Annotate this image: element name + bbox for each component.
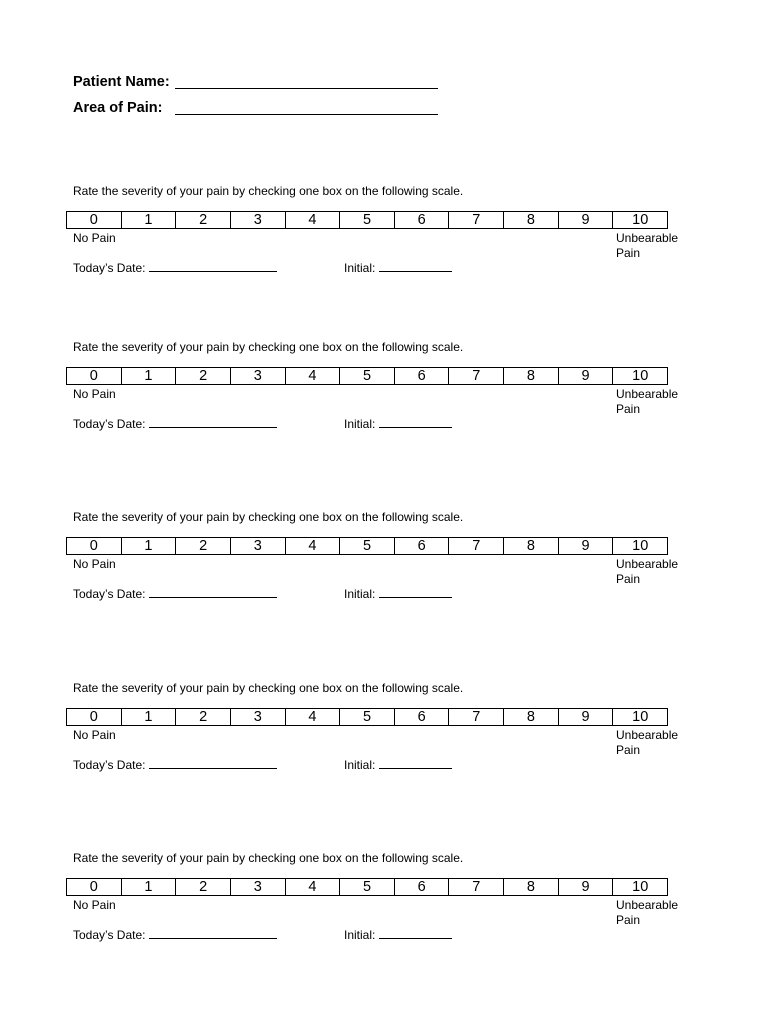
initial-label: Initial:: [344, 587, 376, 601]
area-of-pain-field[interactable]: [175, 114, 438, 115]
pain-rating-section: [0, 340, 770, 460]
pain-scale-box-4[interactable]: 4: [285, 368, 340, 384]
pain-rating-section: [0, 184, 770, 304]
initial-row: [344, 927, 452, 942]
pain-scale-box-7[interactable]: 7: [448, 879, 503, 895]
unbearable-pain-label: [616, 728, 678, 758]
pain-scale-box-4[interactable]: 4: [285, 879, 340, 895]
pain-scale-box-10[interactable]: 10: [612, 212, 667, 228]
pain-scale-box-8[interactable]: 8: [503, 212, 558, 228]
initial-label: Initial:: [344, 928, 376, 942]
area-of-pain-row: [73, 100, 162, 116]
todays-date-row: [73, 927, 277, 942]
pain-scale-box-5[interactable]: 5: [339, 368, 394, 384]
pain-scale-box-0[interactable]: 0: [67, 368, 121, 384]
todays-date-field[interactable]: [149, 416, 277, 428]
pain-rating-section: [0, 681, 770, 801]
pain-scale-box-1[interactable]: 1: [121, 368, 176, 384]
pain-scale-box-0[interactable]: 0: [67, 709, 121, 725]
unbearable-label-line2: Pain: [616, 743, 641, 757]
todays-date-label: Today’s Date:: [73, 417, 146, 431]
pain-scale-box-3[interactable]: 3: [230, 709, 285, 725]
initial-label: Initial:: [344, 758, 376, 772]
initial-label: Initial:: [344, 261, 376, 275]
pain-scale-box-3[interactable]: 3: [230, 212, 285, 228]
area-of-pain-label: Area of Pain:: [73, 100, 163, 116]
unbearable-label-line2: Pain: [616, 572, 641, 586]
initial-row: [344, 757, 452, 772]
initial-field[interactable]: [379, 416, 452, 428]
pain-scale-box-3[interactable]: 3: [230, 538, 285, 554]
unbearable-label-line1: Unbearable: [616, 557, 679, 571]
unbearable-label-line2: Pain: [616, 402, 641, 416]
pain-scale-box-1[interactable]: 1: [121, 538, 176, 554]
pain-scale-box-5[interactable]: 5: [339, 879, 394, 895]
pain-scale-box-10[interactable]: 10: [612, 709, 667, 725]
unbearable-pain-label: [616, 231, 678, 261]
todays-date-row: [73, 586, 277, 601]
pain-scale-box-6[interactable]: 6: [394, 709, 449, 725]
pain-scale: [66, 537, 668, 555]
pain-scale-box-8[interactable]: 8: [503, 368, 558, 384]
pain-scale-box-2[interactable]: 2: [175, 538, 230, 554]
pain-scale-box-1[interactable]: 1: [121, 709, 176, 725]
initial-field[interactable]: [379, 260, 452, 272]
pain-scale-box-4[interactable]: 4: [285, 212, 340, 228]
pain-scale-box-7[interactable]: 7: [448, 538, 503, 554]
initial-field[interactable]: [379, 927, 452, 939]
pain-scale-box-7[interactable]: 7: [448, 212, 503, 228]
pain-scale-box-10[interactable]: 10: [612, 538, 667, 554]
rating-instructions: Rate the severity of your pain by checking one box on the following scale.: [73, 340, 464, 354]
unbearable-label-line1: Unbearable: [616, 728, 679, 742]
pain-scale-box-3[interactable]: 3: [230, 879, 285, 895]
todays-date-field[interactable]: [149, 927, 277, 939]
pain-scale-box-4[interactable]: 4: [285, 538, 340, 554]
pain-scale: [66, 211, 668, 229]
todays-date-field[interactable]: [149, 757, 277, 769]
todays-date-field[interactable]: [149, 260, 277, 272]
pain-scale-box-10[interactable]: 10: [612, 879, 667, 895]
pain-scale-box-9[interactable]: 9: [558, 368, 613, 384]
pain-scale-box-5[interactable]: 5: [339, 212, 394, 228]
pain-scale-box-6[interactable]: 6: [394, 538, 449, 554]
pain-scale-box-9[interactable]: 9: [558, 879, 613, 895]
rating-instructions: Rate the severity of your pain by checking one box on the following scale.: [73, 510, 464, 524]
pain-scale: [66, 367, 668, 385]
unbearable-pain-label: [616, 898, 678, 928]
pain-scale-box-6[interactable]: 6: [394, 368, 449, 384]
pain-scale-box-8[interactable]: 8: [503, 538, 558, 554]
pain-scale-box-5[interactable]: 5: [339, 709, 394, 725]
initial-field[interactable]: [379, 586, 452, 598]
todays-date-label: Today’s Date:: [73, 261, 146, 275]
unbearable-pain-label: [616, 387, 678, 417]
pain-scale-box-2[interactable]: 2: [175, 212, 230, 228]
patient-name-row: [73, 74, 170, 90]
unbearable-label-line1: Unbearable: [616, 898, 679, 912]
no-pain-label: No Pain: [73, 728, 116, 742]
pain-scale-box-1[interactable]: 1: [121, 879, 176, 895]
todays-date-label: Today’s Date:: [73, 758, 146, 772]
pain-scale-box-8[interactable]: 8: [503, 879, 558, 895]
pain-scale-box-8[interactable]: 8: [503, 709, 558, 725]
unbearable-label-line1: Unbearable: [616, 387, 679, 401]
no-pain-label: No Pain: [73, 557, 116, 571]
pain-scale-box-3[interactable]: 3: [230, 368, 285, 384]
pain-scale-box-0[interactable]: 0: [67, 538, 121, 554]
todays-date-label: Today’s Date:: [73, 587, 146, 601]
rating-instructions: Rate the severity of your pain by checking one box on the following scale.: [73, 184, 464, 198]
pain-scale: [66, 708, 668, 726]
pain-scale: [66, 878, 668, 896]
pain-rating-section: [0, 851, 770, 971]
pain-scale-box-2[interactable]: 2: [175, 879, 230, 895]
pain-scale-box-6[interactable]: 6: [394, 212, 449, 228]
todays-date-row: [73, 757, 277, 772]
no-pain-label: No Pain: [73, 898, 116, 912]
pain-scale-box-9[interactable]: 9: [558, 538, 613, 554]
patient-name-field[interactable]: [175, 88, 438, 89]
pain-scale-box-9[interactable]: 9: [558, 212, 613, 228]
rating-instructions: Rate the severity of your pain by checking one box on the following scale.: [73, 851, 464, 865]
unbearable-label-line2: Pain: [616, 913, 641, 927]
unbearable-label-line2: Pain: [616, 246, 641, 260]
pain-scale-box-1[interactable]: 1: [121, 212, 176, 228]
initial-field[interactable]: [379, 757, 452, 769]
unbearable-label-line1: Unbearable: [616, 231, 679, 245]
unbearable-pain-label: [616, 557, 678, 587]
todays-date-label: Today’s Date:: [73, 928, 146, 942]
pain-scale-box-2[interactable]: 2: [175, 709, 230, 725]
pain-scale-box-6[interactable]: 6: [394, 879, 449, 895]
initial-row: [344, 586, 452, 601]
no-pain-label: No Pain: [73, 387, 116, 401]
pain-scale-box-4[interactable]: 4: [285, 709, 340, 725]
no-pain-label: No Pain: [73, 231, 116, 245]
todays-date-row: [73, 260, 277, 275]
rating-instructions: Rate the severity of your pain by checking one box on the following scale.: [73, 681, 464, 695]
initial-row: [344, 416, 452, 431]
pain-scale-box-5[interactable]: 5: [339, 538, 394, 554]
initial-label: Initial:: [344, 417, 376, 431]
pain-scale-box-10[interactable]: 10: [612, 368, 667, 384]
pain-scale-box-7[interactable]: 7: [448, 368, 503, 384]
pain-scale-box-2[interactable]: 2: [175, 368, 230, 384]
pain-rating-section: [0, 510, 770, 630]
todays-date-row: [73, 416, 277, 431]
pain-scale-box-9[interactable]: 9: [558, 709, 613, 725]
patient-name-label: Patient Name:: [73, 74, 170, 90]
pain-scale-box-0[interactable]: 0: [67, 212, 121, 228]
initial-row: [344, 260, 452, 275]
pain-scale-box-0[interactable]: 0: [67, 879, 121, 895]
todays-date-field[interactable]: [149, 586, 277, 598]
pain-scale-box-7[interactable]: 7: [448, 709, 503, 725]
